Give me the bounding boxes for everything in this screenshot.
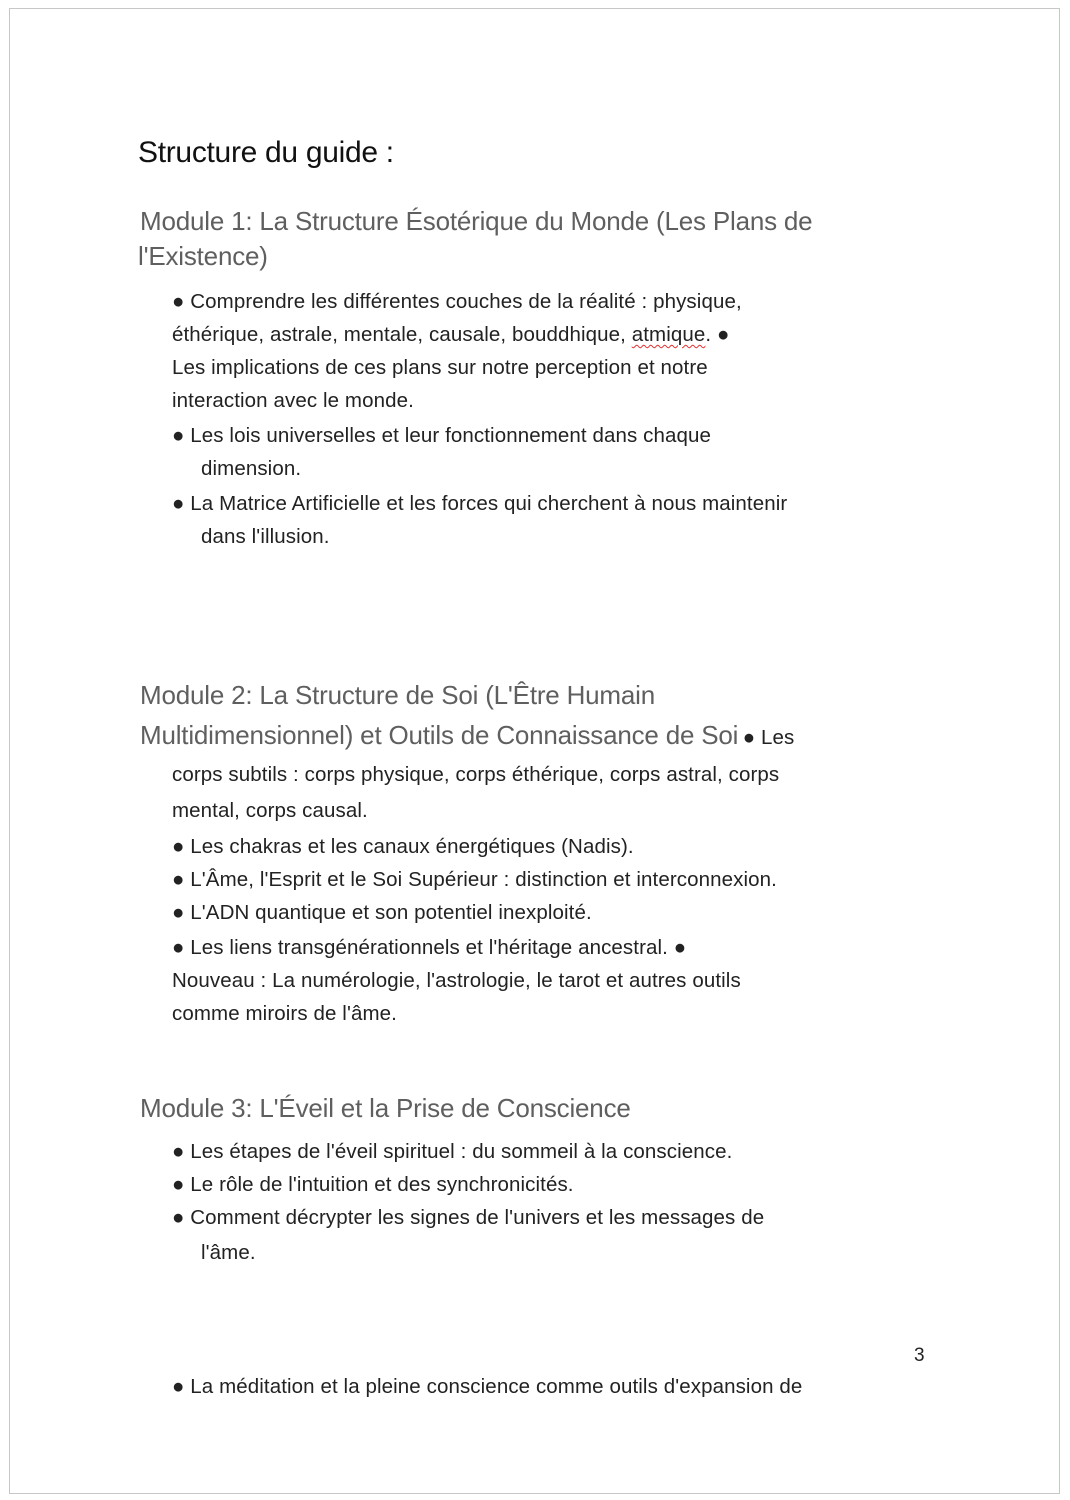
module-2-heading-text: Multidimensionnel) et Outils de Connaissance de Soi [140,720,739,750]
module-1-list-line: dimension. [201,457,302,480]
module-2-list-line: ● Les liens transgénérationnels et l'héritage ancestral. ● [172,936,687,959]
module-1-heading-line-1: Module 1: La Structure Ésotérique du Monde (Les Plans de [140,206,813,236]
module-3-list-line: l'âme. [201,1241,256,1264]
module-1-list-text: . ● [705,323,730,346]
module-1-list-line: ● La Matrice Artificielle et les forces qui cherchent à nous maintenir [172,492,788,515]
module-2-heading-line-2 [140,720,794,751]
module-2-list-line: ● L'Âme, l'Esprit et le Soi Supérieur : distinction et interconnexion. [172,868,777,891]
spellcheck-word[interactable]: atmique [631,323,706,346]
module-2-list-text: ● Les [742,726,795,749]
module-3-heading: Module 3: L'Éveil et la Prise de Conscience [140,1093,631,1123]
module-3-list-line: ● Le rôle de l'intuition et des synchronicités. [172,1173,574,1196]
module-3-list-line: ● Les étapes de l'éveil spirituel : du sommeil à la conscience. [172,1140,733,1163]
module-2-list-line: Nouveau : La numérologie, l'astrologie, le tarot et autres outils [172,969,741,992]
module-1-list-line: interaction avec le monde. [172,389,414,412]
continuation-list-line: ● La méditation et la pleine conscience comme outils d'expansion de [172,1375,803,1398]
module-1-list-line: Les implications de ces plans sur notre perception et notre [172,356,708,379]
module-2-list-line: ● L'ADN quantique et son potentiel inexploité. [172,901,592,924]
module-2-heading-line-1: Module 2: La Structure de Soi (L'Être Humain [140,680,655,710]
module-2-list-line: corps subtils : corps physique, corps éthérique, corps astral, corps [172,763,780,786]
module-2-list-line: ● Les chakras et les canaux énergétiques (Nadis). [172,835,634,858]
module-1-list-text: éthérique, astrale, mentale, causale, bouddhique, [172,323,626,346]
module-1-list-line: dans l'illusion. [201,525,330,548]
module-1-list-line: ● Les lois universelles et leur fonctionnement dans chaque [172,424,711,447]
page-number: 3 [914,1345,925,1366]
module-1-list-line [172,323,729,347]
module-1-heading-line-2: l'Existence) [138,241,268,271]
module-2-list-line: comme miroirs de l'âme. [172,1002,397,1025]
module-3-list-line: ● Comment décrypter les signes de l'univers et les messages de [172,1206,765,1229]
module-1-list-line: ● Comprendre les différentes couches de la réalité : physique, [172,290,742,313]
module-2-list-line: mental, corps causal. [172,799,368,822]
page-title: Structure du guide : [138,136,394,169]
